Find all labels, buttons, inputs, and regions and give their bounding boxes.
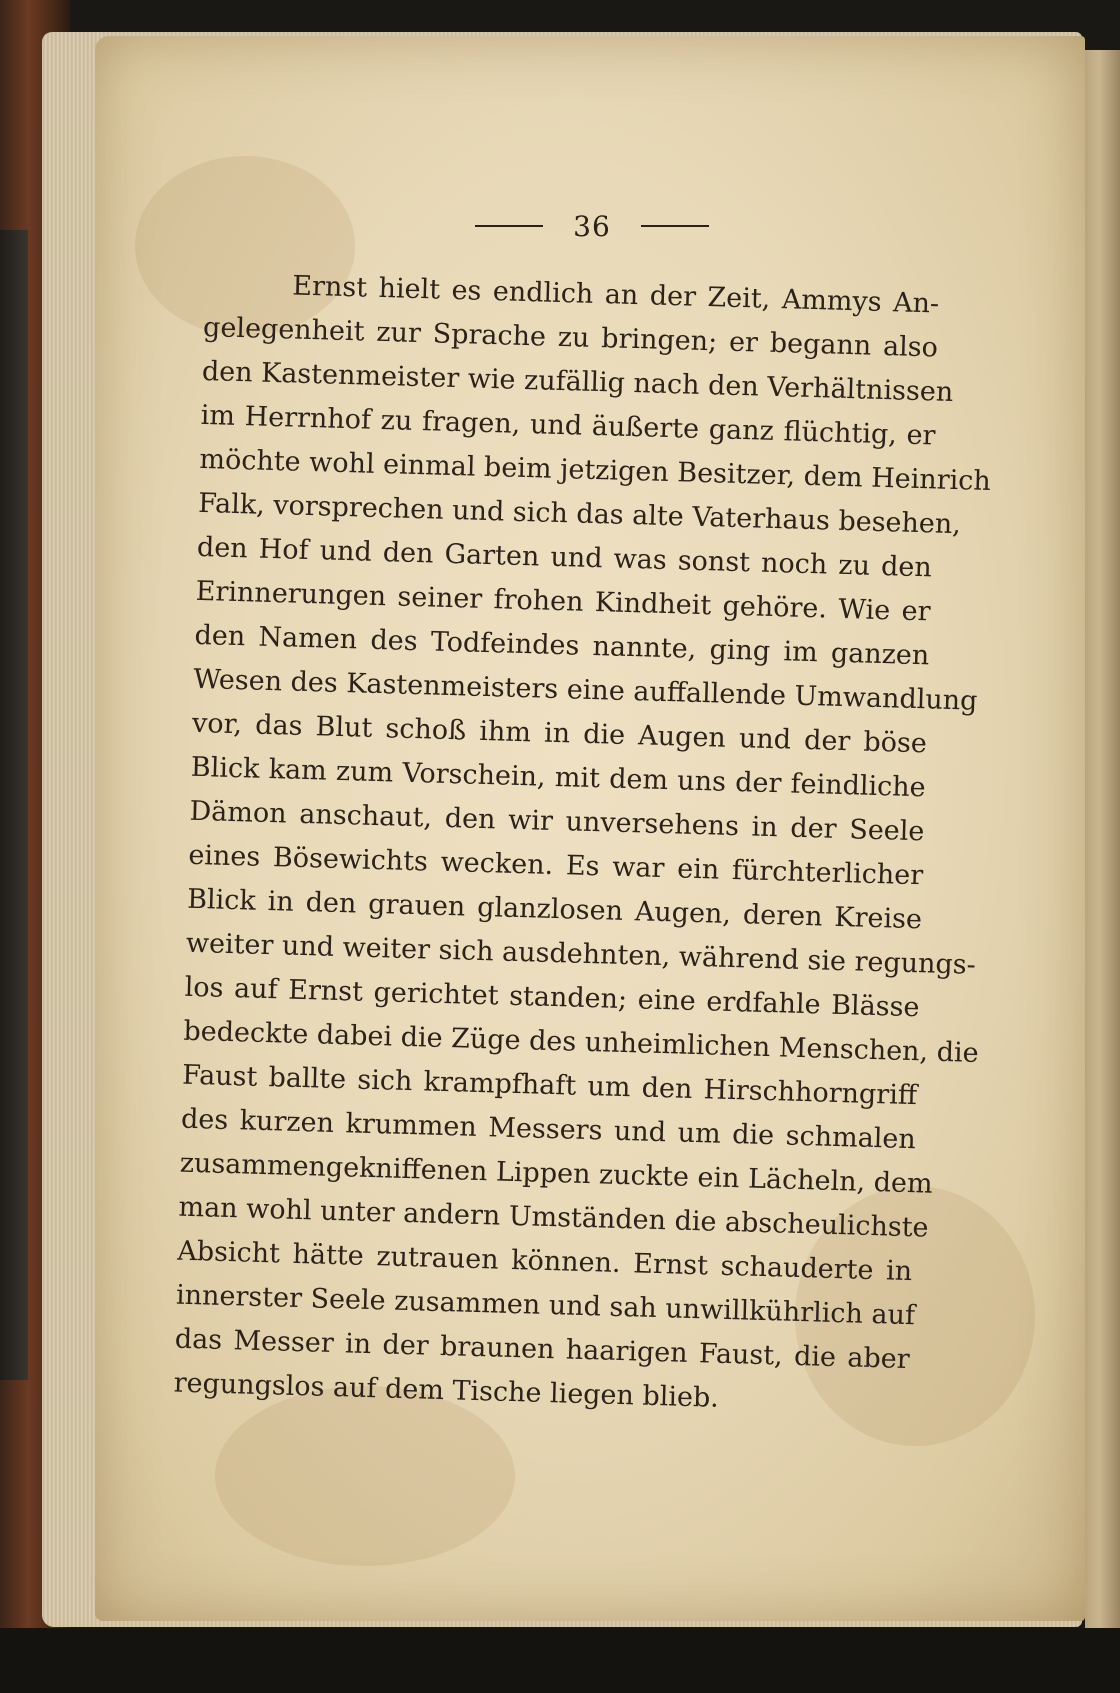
- text-line: Dämon anschaut, den wir unversehens in der Seele: [189, 795, 925, 848]
- text-line: Ernst hielt es endlich an der Zeit, Ammys An-: [291, 270, 940, 320]
- text-line: weiter und weiter sich ausdehnten, während sie regungs-: [185, 927, 977, 981]
- text-line: man wohl unter andern Umständen die abscheulichste: [178, 1191, 929, 1244]
- header-rule-right: [641, 225, 709, 227]
- text-line: Blick in den grauen glanzlosen Augen, deren Kreise: [186, 883, 923, 936]
- text-line: im Herrnhof zu fragen, und äußerte ganz flüchtig, er: [200, 399, 936, 452]
- text-line: Erinnerungen seiner frohen Kindheit gehöre. Wie er: [195, 575, 931, 628]
- background-bottom: [0, 1628, 1120, 1693]
- text-line: den Kastenmeister wie zufällig nach den Verhältnissen: [201, 355, 954, 408]
- text-line: eines Bösewichts wecken. Es war ein fürchterlicher: [187, 839, 924, 892]
- text-line: gelegenheit zur Sprache zu bringen; er begann also: [202, 311, 939, 364]
- text-line: zusammengekniffenen Lippen zuckte ein Lächeln, dem: [179, 1147, 934, 1200]
- book-cover-board: [0, 230, 28, 1380]
- text-line: möchte wohl einmal beim jetzigen Besitzer, dem Heinrich: [199, 443, 992, 498]
- page-number: 36: [573, 209, 611, 243]
- text-line: Absicht hätte zutrauen können. Ernst schauderte in: [176, 1235, 913, 1288]
- body-text: [173, 262, 992, 1426]
- text-line: Faust ballte sich krampfhaft um den Hirschhorngriff: [181, 1059, 918, 1112]
- text-line: den Namen des Todfeindes nannte, ging im ganzen: [194, 619, 930, 672]
- text-line: bedeckte dabei die Züge des unheimlichen Menschen, die: [183, 1015, 980, 1069]
- text-line: los auf Ernst gerichtet standen; eine erdfahle Blässe: [184, 971, 920, 1024]
- text-line: den Hof und den Garten und was sonst noch zu den: [196, 531, 933, 584]
- text-line: Wesen des Kastenmeisters eine auffallende Umwandlung: [192, 663, 978, 717]
- text-line: vor, das Blut schoß ihm in die Augen und der böse: [191, 707, 928, 760]
- header-rule-left: [475, 225, 543, 227]
- text-line: Blick kam zum Vorschein, mit dem uns der feindliche: [190, 751, 927, 804]
- text-line: das Messer in der braunen haarigen Faust, die aber: [174, 1323, 911, 1376]
- text-line: des kurzen krummen Messers und um die schmalen: [180, 1103, 917, 1156]
- text-line: innerster Seele zusammen und sah unwillkührlich auf: [175, 1279, 916, 1332]
- page-header: [462, 206, 722, 246]
- text-line: regungslos auf dem Tische liegen blieb.: [173, 1367, 720, 1414]
- right-page-edge: [1085, 50, 1120, 1650]
- text-line: Falk, vorsprechen und sich das alte Vaterhaus besehen,: [197, 487, 962, 541]
